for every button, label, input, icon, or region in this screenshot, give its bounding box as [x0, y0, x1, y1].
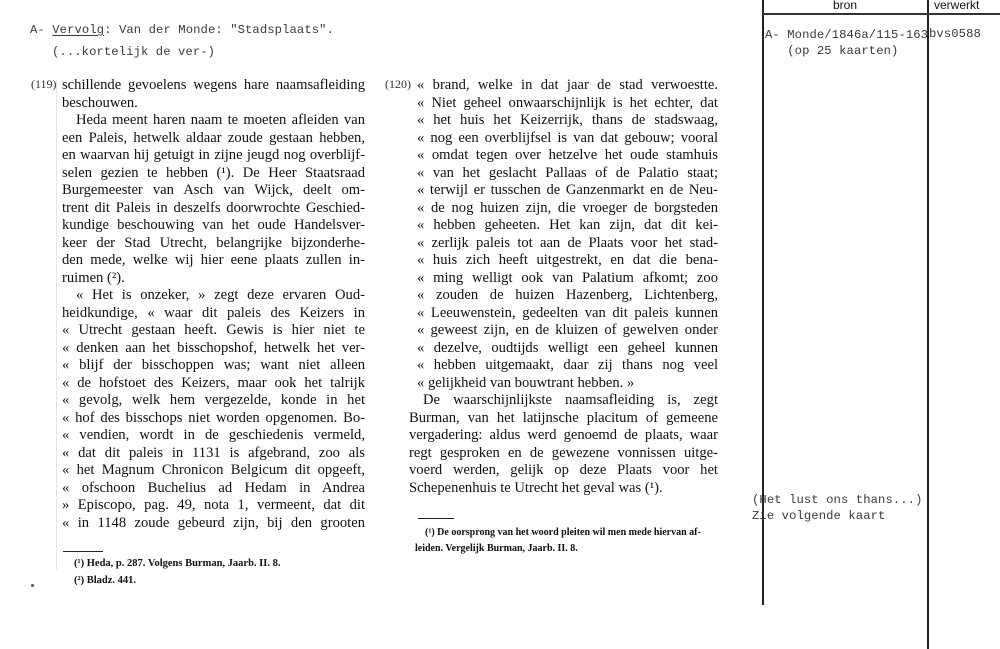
bron-line: A- Monde/1846a/115-163	[765, 28, 929, 42]
header-verwerkt: verwerkt	[934, 0, 980, 12]
card-title-rest: : Van der Monde: "Stadsplaats".	[104, 23, 334, 37]
continuation-note	[752, 492, 923, 524]
note-line: (Het lust ons thans...)	[752, 493, 923, 507]
text-line: « Utrecht gestaan heeft. Gewis is hier niet te	[62, 322, 365, 338]
footnote-right-2: leiden. Vergelijk Burman, Jaarb. II. 8.	[415, 543, 578, 554]
text-line: « gelijkheid van bouwtrant hebben. »	[417, 374, 635, 391]
text-line: keer der Stad Utrecht, belangrijke bijzonderhe-	[62, 234, 365, 251]
text-line: « nog een overblijfsel is van dat gebouw; vooral	[417, 129, 718, 146]
text-line: kundige beschouwing van het oude Handelsver-	[62, 217, 365, 233]
text-line: « hof des bisschops niet worden opgenomen. Bo-	[62, 409, 365, 426]
text-line: « ofschoon Buchelius ad Hedam in Andrea	[62, 479, 365, 496]
text-line: « blijf der bisschoppen was; want niet alleen	[62, 357, 365, 373]
text-line: « zouden de huizen Hazenberg, Lichtenberg,	[417, 287, 718, 303]
right-column-text	[409, 77, 718, 497]
text-line: « het huis het Keizerrijk, thans de stadswaag,	[417, 112, 718, 128]
text-line: voerd werden, gelijk op deze Plaats voor het	[409, 462, 718, 478]
card-prefix: A-	[30, 23, 53, 37]
margin-page-number-right: (120)	[385, 77, 411, 91]
scan-speck	[31, 584, 34, 587]
text-line: « ming welligt ook van Palatium afkomt; zoo	[417, 269, 718, 286]
footnote-rule-left	[63, 551, 103, 552]
note-line: Zie volgende kaart	[752, 509, 886, 523]
table-header-rule	[762, 13, 1000, 15]
text-line: Burgemeester van Asch van Wijck, deelt om-	[62, 182, 365, 198]
text-line: « denken aan het bisschopshof, hetwelk het ver-	[62, 339, 365, 356]
footnote-left-2: (²) Bladz. 441.	[74, 575, 137, 586]
left-column-text	[62, 77, 365, 532]
text-line: trent dit Paleis in deszelfs doorwrochte Geschied-	[62, 199, 365, 216]
text-line: « gevolg, welk hem vergezelde, konde in het	[62, 392, 365, 408]
card-title-underlined: Vervolg	[52, 23, 105, 37]
bron-cell	[765, 27, 928, 59]
text-line: « hebben geheeten. Het kan zijn, dat dit kei-	[417, 217, 718, 233]
text-line: « Niet geheel onwaarschijnlijk is het echter, dat	[417, 94, 718, 111]
text-line: « omdat tegen over hetzelve het oude stamhuis	[417, 147, 718, 163]
text-line: heidkundige, « waar dit paleis des Keizers in	[62, 304, 365, 321]
text-line: » Episcopo, pag. 49, nota 1, vermeent, dat dit	[62, 497, 365, 513]
text-line: « van het geslacht Pallaas of de Palatio staat;	[417, 164, 718, 181]
text-line: « Leeuwenstein, gedeelten van dit paleis kunnen	[417, 304, 718, 321]
text-line: « dat dit paleis in 1131 is afgebrand, zoo als	[62, 444, 365, 461]
bron-line: (op 25 kaarten)	[765, 44, 899, 58]
text-line: een Paleis, hetwelk aldaar zoude gestaan hebben,	[62, 129, 365, 146]
text-line: « dezelve, oudtijds welligt een geheel kunnen	[417, 339, 718, 356]
text-line: « huis zich heeft uitgestrekt, en dat die bena-	[417, 252, 718, 268]
text-line: « het Magnum Chronicon Belgicum dit opgeeft,	[62, 462, 365, 478]
text-line: « in 1148 zoude gebeurd zijn, bij den grooten	[62, 514, 365, 531]
text-line: « geweest zijn, en de kluizen of gewelven onder	[417, 322, 718, 338]
margin-page-number-left: (119)	[31, 77, 57, 91]
table-column-divider	[927, 0, 929, 649]
text-line: den mede, welke wij hier eene plaats zullen in-	[62, 252, 365, 268]
text-line: « Het is onzeker, » zegt deze ervaren Oud-	[76, 287, 365, 303]
text-line: ruimen (²).	[62, 269, 125, 286]
text-line: « hebben uitgemaakt, daar zij thans nog veel	[417, 357, 718, 373]
text-line: « terwijl er tusschen de Ganzenmarkt en de Neu-	[417, 182, 718, 198]
text-line: De waarschijnlijkste naamsafleiding is, zegt	[423, 392, 718, 408]
verwerkt-cell: bvs0588	[929, 27, 981, 41]
text-line: « brand, welke in dat jaar de stad verwoestte.	[417, 77, 718, 93]
text-line: regt gesproken en de gewezene vonnissen uitge-	[409, 444, 718, 461]
footnote-left-1: (¹) Heda, p. 287. Volgens Burman, Jaarb. II. 8.	[74, 558, 281, 569]
text-line: beschouwen.	[62, 94, 138, 111]
card-title	[30, 23, 334, 37]
text-line: « de nog huizen zijn, die vroeger de borgsteden	[417, 199, 718, 216]
text-line: « vendien, wordt in de geschiedenis vermeld,	[62, 427, 365, 443]
text-line: en waarvan hij getuigt in zijne jeugd nog overblijf-	[62, 147, 365, 163]
text-line: Burman, van het latijnsche placitum of gemeene	[409, 409, 718, 426]
text-line: Schepenenhuis te Utrecht het geval was (¹).	[409, 479, 663, 496]
text-line: vergadering: aldus werd genoemd de plaats, waar	[409, 427, 718, 443]
text-line: selen gezien te hebben (¹). De Heer Staatsraad	[62, 164, 365, 181]
text-line: « de hofstoet des Keizers, maar ook het talrijk	[62, 374, 365, 391]
text-line: « zerlijk paleis tot aan de Plaats voor het stad-	[417, 234, 718, 251]
card-subtitle: (...kortelijk de ver-)	[52, 45, 216, 59]
footnote-rule-right	[418, 518, 454, 519]
text-line: Heda meent haren naam te moeten afleiden van	[76, 112, 365, 128]
header-bron: bron	[833, 0, 858, 12]
page-gutter	[56, 80, 57, 570]
text-line: schillende gevoelens wegens hare naamsafleiding	[62, 77, 365, 93]
footnote-right-1: (¹) De oorsprong van het woord pleiten wil men mede hiervan af-	[425, 527, 701, 538]
